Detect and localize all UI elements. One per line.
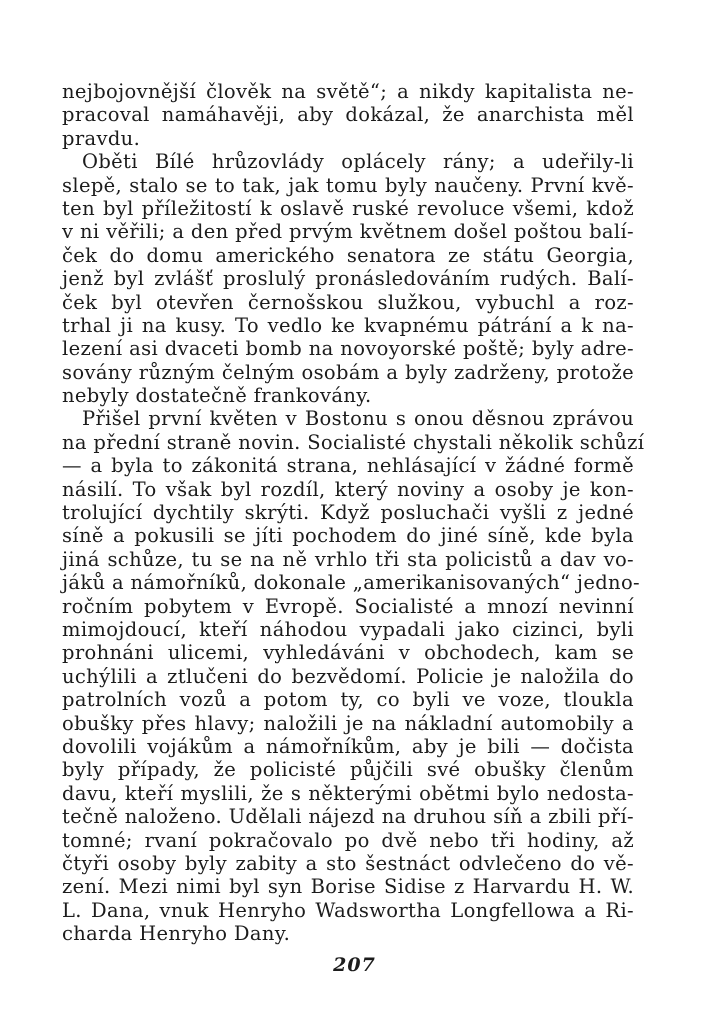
text-line: prohnáni ulicemi, vyhledáváni v obchodech, kam se xyxy=(62,641,634,665)
text-line: ček do domu amerického senatora ze státu Georgia, xyxy=(62,243,634,267)
page-number: 207 xyxy=(333,954,376,976)
text-line: jiná schůze, tu se na ně vrhlo tři sta policistů a dav vo- xyxy=(62,547,634,571)
text-line: lezení asi dvaceti bomb na novoyorské poště; byly adre- xyxy=(62,337,634,361)
text-line: byly případy, že policisté půjčili své obušky členům xyxy=(62,758,634,782)
paragraph xyxy=(62,80,634,150)
page-body xyxy=(62,80,645,946)
text-line: Přišel první květen v Bostonu s onou děsnou zprávou xyxy=(82,407,634,431)
text-line: trhal ji na kusy. To vedlo ke kvapnému pátrání a k na- xyxy=(62,313,634,337)
text-line: zení. Mezi nimi byl syn Borise Sidise z Harvardu H. W. xyxy=(62,875,634,899)
text-line: pracoval namáhavěji, aby dokázal, že anarchista měl xyxy=(62,103,634,127)
text-line: mimojdoucí, kteří náhodou vypadali jako cizinci, byli xyxy=(62,617,634,641)
paragraph xyxy=(62,150,634,407)
paragraph xyxy=(62,407,645,946)
text-line: pravdu. xyxy=(62,126,141,150)
text-line: obušky přes hlavy; naložili je na nákladní automobily a xyxy=(62,711,634,735)
text-line: násilí. To však byl rozdíl, který noviny a osoby je kon- xyxy=(62,477,634,501)
text-line: ček byl otevřen černošskou služkou, vybuchl a roz- xyxy=(62,290,634,314)
text-line: patrolních vozů a potom ty, co byli ve voze, tloukla xyxy=(62,688,634,712)
text-line: ročním pobytem v Evropě. Socialisté a mnozí nevinní xyxy=(62,594,634,618)
text-line: dovolili vojákům a námořníkům, aby je bili — dočista xyxy=(62,734,634,758)
text-line: síně a pokusili se jíti pochodem do jiné síně, kde byla xyxy=(62,524,634,548)
text-line: jáků a námořníků, dokonale „amerikanisovaných“ jedno- xyxy=(62,571,640,595)
text-line: v ni věřili; a den před prvým květnem došel poštou balí- xyxy=(62,220,634,244)
text-line: trolující dychtily skrýti. Když posluchači vyšli z jedné xyxy=(62,501,634,525)
text-line: davu, kteří myslili, že s některými obětmi bylo nedosta- xyxy=(62,781,634,805)
text-line: nebyly dostatečně frankovány. xyxy=(62,384,372,408)
text-line: L. Dana, vnuk Henryho Wadswortha Longfellowa a Ri- xyxy=(62,898,634,922)
text-line: sovány různým čelným osobám a byly zadrženy, protože xyxy=(62,360,634,384)
text-line: — a byla to zákonitá strana, nehlásající v žádné formě xyxy=(62,454,634,478)
text-line: slepě, stalo se to tak, jak tomu byly naučeny. První kvě- xyxy=(62,173,634,197)
text-line: tečně naloženo. Udělali nájezd na druhou síň a zbili pří- xyxy=(62,805,634,829)
text-line: charda Henryho Dany. xyxy=(62,922,291,946)
text-line: uchýlili a ztlučeni do bezvědomí. Policie je naložila do xyxy=(62,664,634,688)
text-line: tomné; rvaní pokračovalo po dvě nebo tři hodiny, až xyxy=(62,828,634,852)
text-line: ten byl příležitostí k oslavě ruské revoluce všemi, kdož xyxy=(62,196,634,220)
text-line: jenž byl zvlášť proslulý pronásledováním rudých. Balí- xyxy=(62,267,634,291)
text-line: na přední straně novin. Socialisté chystali několik schůzí xyxy=(62,430,645,454)
text-line: nejbojovnější člověk na světě“; a nikdy kapitalista ne- xyxy=(62,80,634,103)
text-line: Oběti Bílé hrůzovlády oplácely rány; a udeřily-li xyxy=(82,150,634,174)
text-line: čtyři osoby byly zabity a sto šestnáct odvlečeno do vě- xyxy=(62,851,634,875)
